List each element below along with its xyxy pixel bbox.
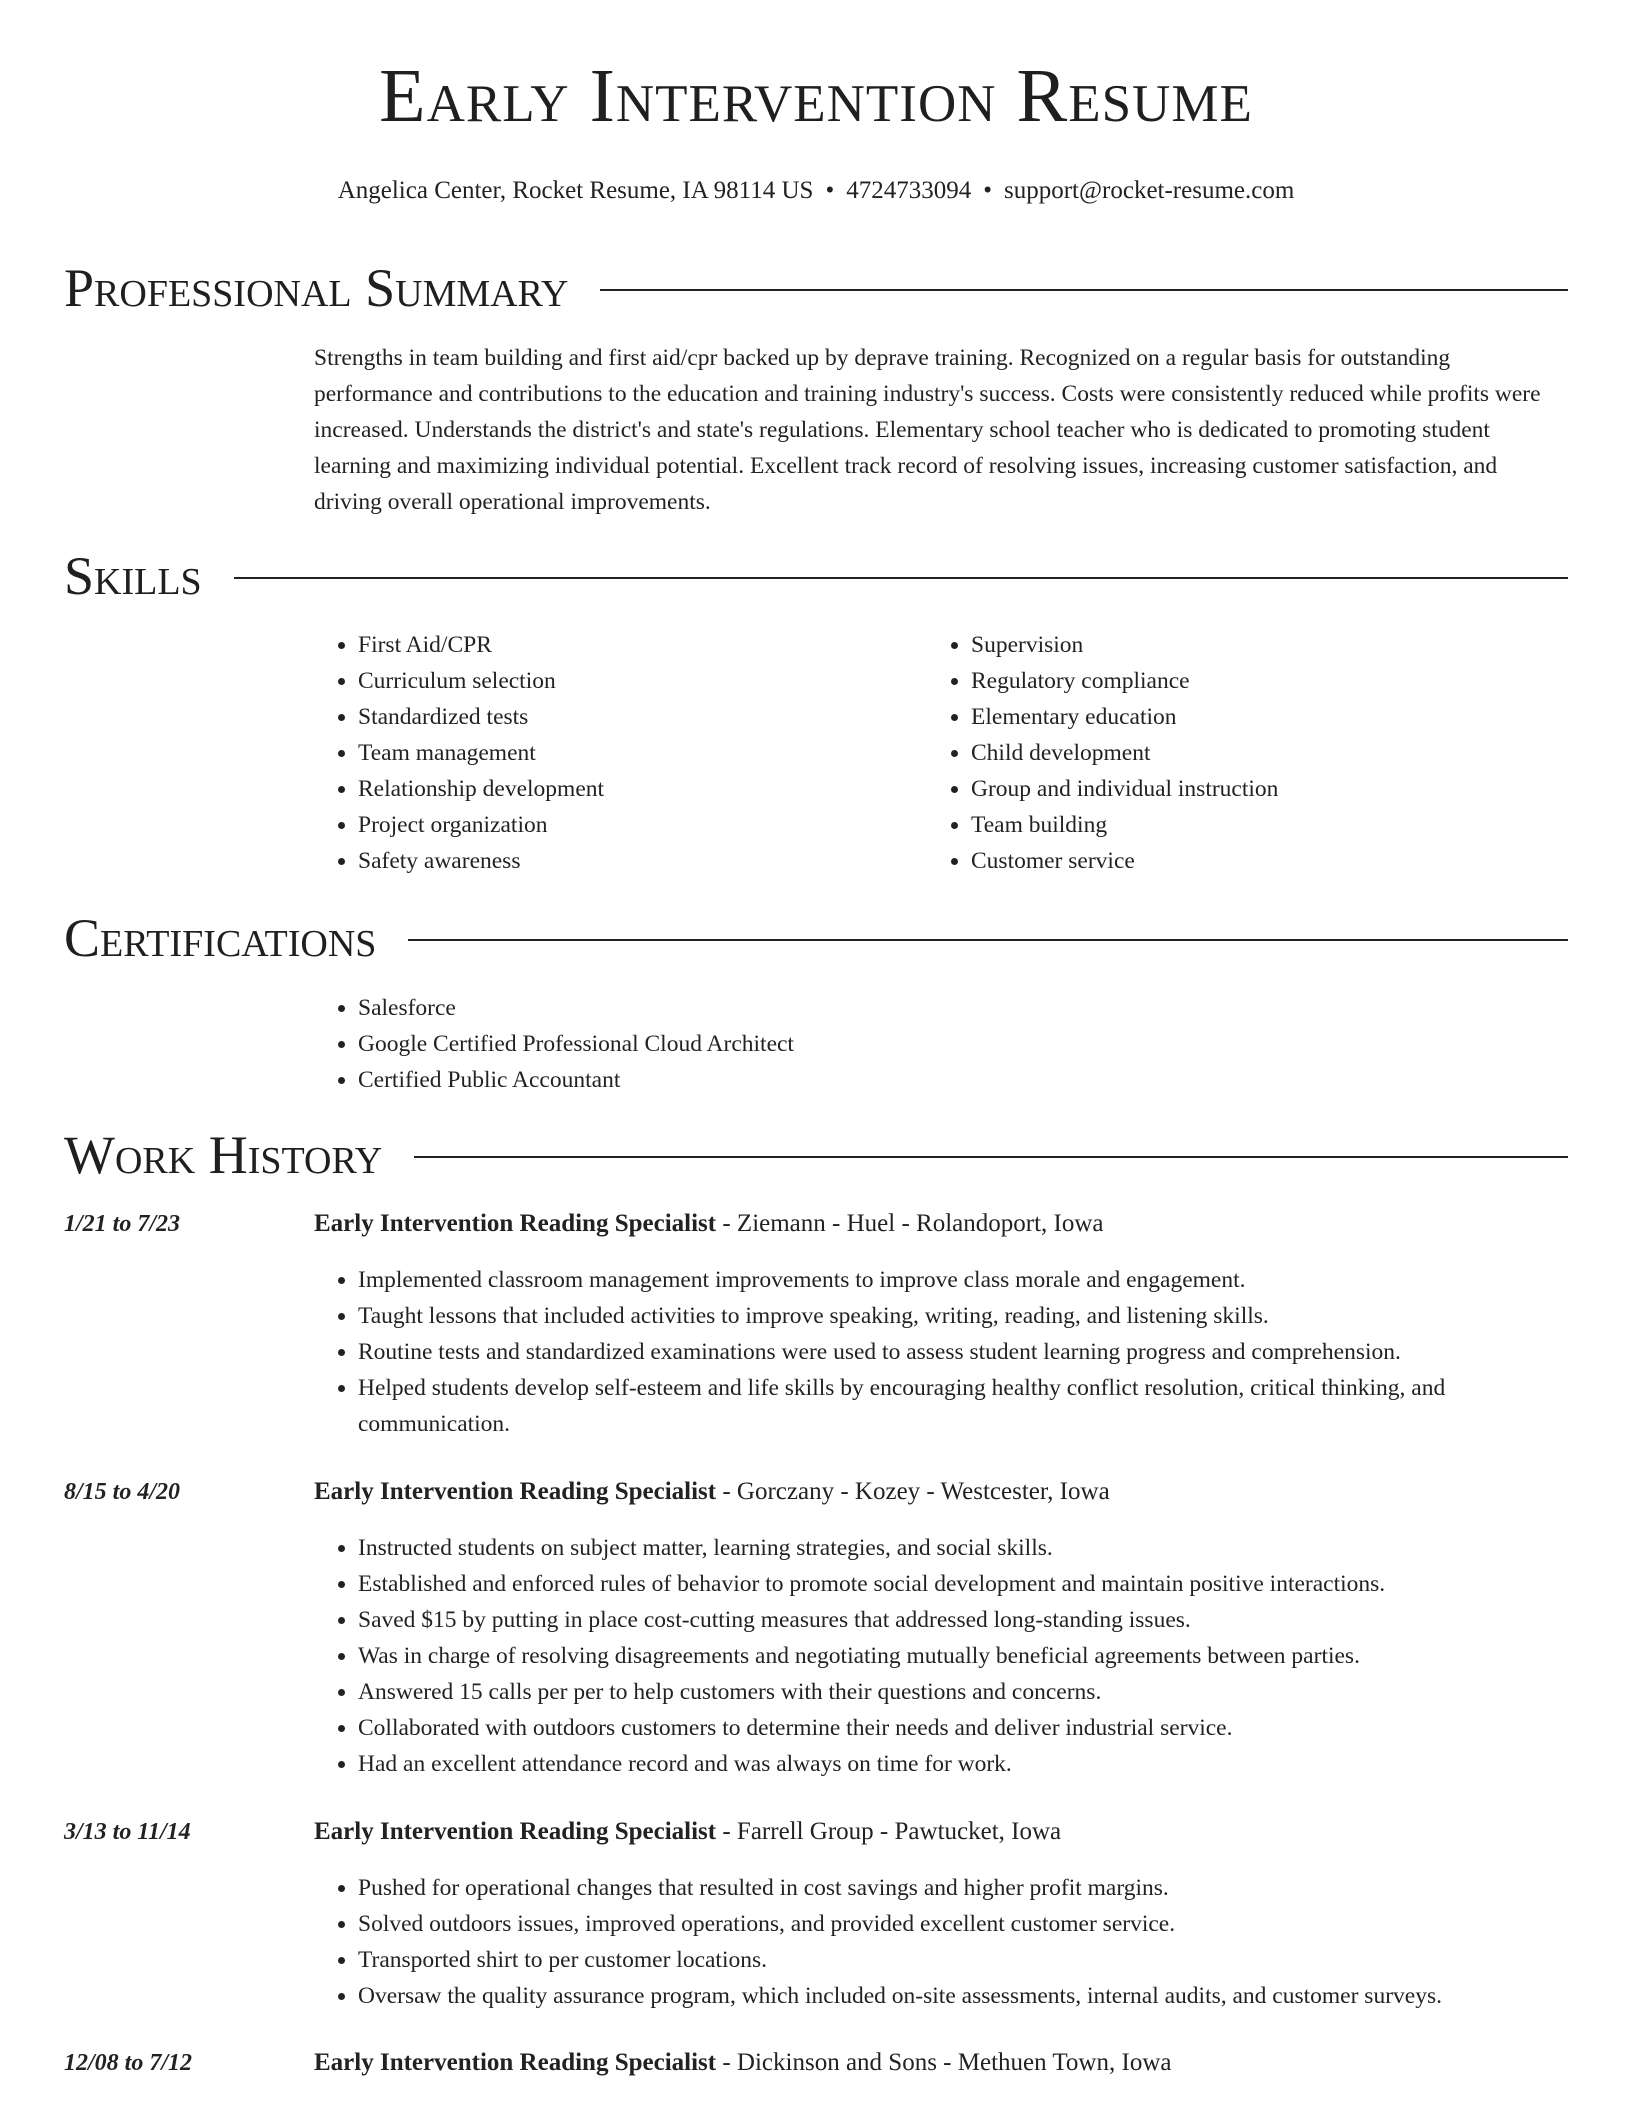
contact-email: support@rocket-resume.com: [1004, 177, 1295, 204]
job-role: Early Intervention Reading Specialist: [314, 2049, 717, 2076]
skill-item: • Curriculum selection: [358, 663, 874, 699]
job-bullet: • Had an excellent attendance record and was always on time for work.: [358, 1746, 1548, 1782]
job-dates: 12/08 to 7/12: [64, 2050, 193, 2076]
section-divider: [600, 289, 1568, 291]
skills-right-column: [927, 627, 1487, 879]
skills-left-column: [314, 627, 874, 879]
contact-separator: •: [983, 177, 992, 204]
certification-item: • Salesforce: [358, 990, 1514, 1026]
job-heading: [314, 2047, 1171, 2079]
resume-title: Early Intervention Resume: [379, 54, 1253, 138]
skill-item: • Team management: [358, 735, 874, 771]
job-heading: [314, 1208, 1103, 1240]
certification-item: • Certified Public Accountant: [358, 1062, 1514, 1098]
job-role: Early Intervention Reading Specialist: [314, 1210, 717, 1237]
skill-item: • Supervision: [971, 627, 1487, 663]
job-bullet: • Solved outdoors issues, improved operations, and provided excellent customer service.: [358, 1906, 1548, 1942]
skills-section-header: [64, 546, 1568, 606]
skill-item: • Child development: [971, 735, 1487, 771]
skill-item: • Project organization: [358, 807, 874, 843]
skill-item: • First Aid/CPR: [358, 627, 874, 663]
summary-section-header: [64, 258, 1568, 318]
job-employer: - Ziemann - Huel - Rolandoport, Iowa: [716, 1210, 1104, 1237]
job-bullet: • Answered 15 calls per per to help customers with their questions and concerns.: [358, 1674, 1548, 1710]
contact-phone: 4724733094: [846, 177, 972, 204]
skills-right-list: [927, 627, 1487, 879]
certifications-heading: Certifications: [64, 908, 377, 968]
skill-item: • Standardized tests: [358, 699, 874, 735]
skill-item: • Relationship development: [358, 771, 874, 807]
job-heading: [314, 1816, 1061, 1848]
job-bullet: • Taught lessons that included activities to improve speaking, writing, reading, and listening skills.: [358, 1298, 1548, 1334]
job-bullets: [314, 1262, 1548, 1442]
work-history-heading: Work History: [64, 1125, 383, 1185]
skill-item: • Elementary education: [971, 699, 1487, 735]
certifications-list: [314, 990, 1514, 1098]
job-bullet: • Implemented classroom management improvements to improve class morale and engagement.: [358, 1262, 1548, 1298]
job-dates: 1/21 to 7/23: [64, 1211, 181, 1237]
skills-heading: Skills: [64, 546, 202, 606]
work-history-section-header: [64, 1125, 1568, 1185]
job-dates: 8/15 to 4/20: [64, 1479, 181, 1505]
skills-left-list: [314, 627, 874, 879]
section-divider: [234, 577, 1568, 579]
job-role: Early Intervention Reading Specialist: [314, 1818, 717, 1845]
skill-item: • Safety awareness: [358, 843, 874, 879]
job-bullet: • Routine tests and standardized examinations were used to assess student learning progress and comprehension.: [358, 1334, 1548, 1370]
job-role: Early Intervention Reading Specialist: [314, 1478, 717, 1505]
job-employer: - Farrell Group - Pawtucket, Iowa: [716, 1818, 1062, 1845]
contact-address: Angelica Center, Rocket Resume, IA 98114 US: [337, 177, 814, 204]
job-bullet: • Saved $15 by putting in place cost-cutting measures that addressed long-standing issues.: [358, 1602, 1548, 1638]
job-employer: - Dickinson and Sons - Methuen Town, Iowa: [716, 2049, 1172, 2076]
job-employer: - Gorczany - Kozey - Westcester, Iowa: [716, 1478, 1110, 1505]
job-dates: 3/13 to 11/14: [64, 1819, 191, 1845]
skill-item: • Customer service: [971, 843, 1487, 879]
section-divider: [408, 939, 1568, 941]
certifications-block: [314, 990, 1514, 1098]
job-bullet: • Collaborated with outdoors customers to determine their needs and deliver industrial service.: [358, 1710, 1548, 1746]
skill-item: • Team building: [971, 807, 1487, 843]
certification-item: • Google Certified Professional Cloud Architect: [358, 1026, 1514, 1062]
job-heading: [314, 1476, 1110, 1508]
skill-item: • Group and individual instruction: [971, 771, 1487, 807]
job-bullets: [314, 1530, 1548, 1782]
contact-line: [0, 176, 1632, 206]
job-bullet: • Transported shirt to per customer locations.: [358, 1942, 1548, 1978]
job-bullet: • Pushed for operational changes that resulted in cost savings and higher profit margins.: [358, 1870, 1548, 1906]
summary-heading: Professional Summary: [64, 258, 569, 318]
certifications-section-header: [64, 908, 1568, 968]
job-bullet: • Was in charge of resolving disagreements and negotiating mutually beneficial agreements between parties.: [358, 1638, 1548, 1674]
section-divider: [414, 1156, 1568, 1158]
skill-item: • Regulatory compliance: [971, 663, 1487, 699]
job-bullets: [314, 1870, 1548, 2014]
contact-separator: •: [825, 177, 835, 204]
job-bullet: • Established and enforced rules of behavior to promote social development and maintain positive interactions.: [358, 1566, 1548, 1602]
job-bullet: • Instructed students on subject matter, learning strategies, and social skills.: [358, 1530, 1548, 1566]
job-bullet: • Oversaw the quality assurance program, which included on-site assessments, internal audits, and customer surveys.: [358, 1978, 1548, 2014]
job-bullet: • Helped students develop self-esteem and life skills by encouraging healthy conflict resolution, critical thinking, and communication.: [358, 1370, 1548, 1442]
summary-text: Strengths in team building and first aid/cpr backed up by deprave training. Recognized on a regular basis for outstanding performance and contributions to the education and training industry's success. Costs were consistently reduced while profits were increased. Understands the district's and state's regulations. Elementary school teacher who is dedicated to promoting student learning and maximizing individual potential. Excellent track record of resolving issues, increasing customer satisfaction, and driving overall operational improvements.: [314, 345, 1541, 515]
